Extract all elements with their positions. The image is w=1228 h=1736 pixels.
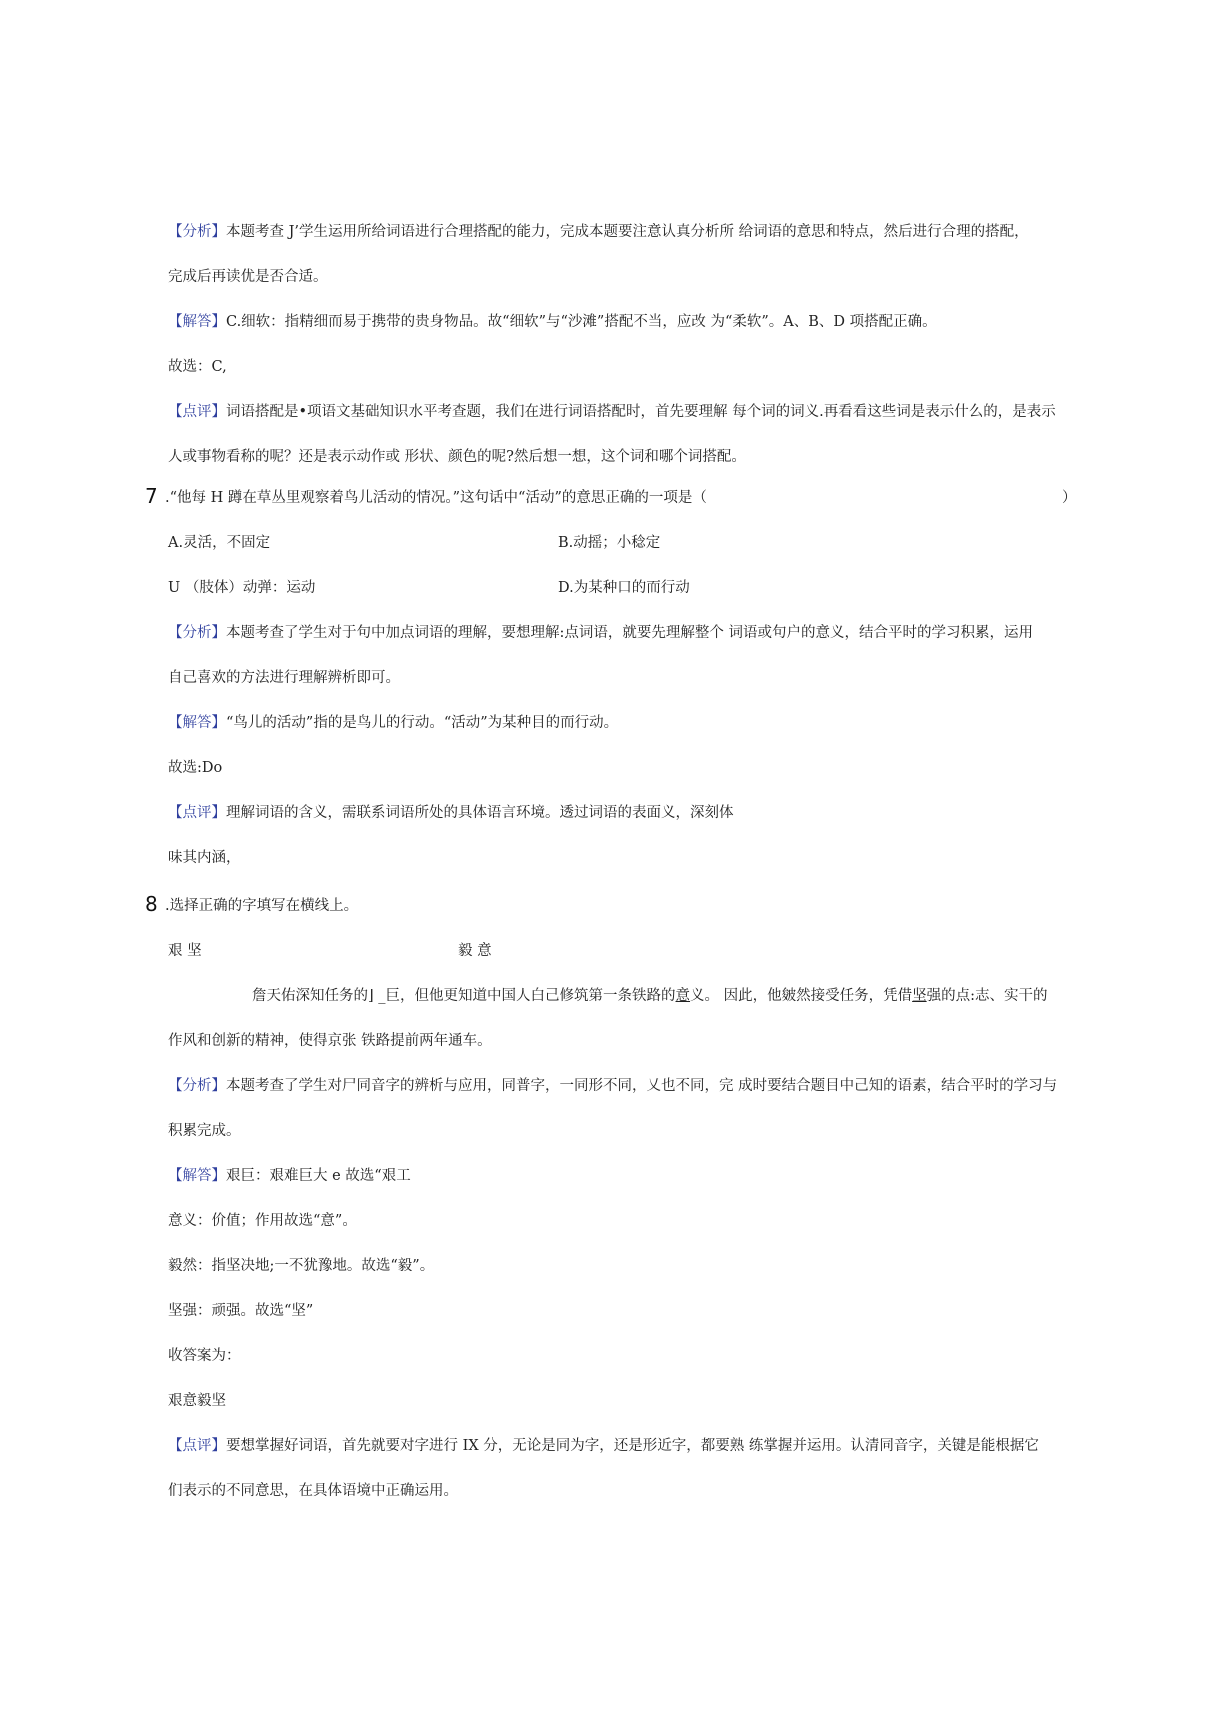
q7-analysis-line-1: 【分析】本题考查了学生对于句中加点词语的理解，要想理解:点词语，就要先理解整个 词语或句户的意义，结合平时的学习积累，运用 — [168, 625, 1033, 641]
q8-answer-line-1: 【解答】艰巨：艰难巨大 e 故选“艰工 — [168, 1168, 411, 1184]
comment-tag: 【点评】 — [168, 1438, 226, 1454]
answer-tag: 【解答】 — [168, 715, 226, 731]
comment-tag: 【点评】 — [168, 404, 226, 420]
q8-analysis-line-1: 【分析】本题考查了学生对尸同音字的辨析与应用，同普字，一同形不同，乂也不同，完 成时要结合题目中己知的语素，结合平时的学习与 — [168, 1078, 1058, 1094]
analysis-tag: 【分析】 — [168, 625, 226, 641]
comment-tag: 【点评】 — [168, 805, 226, 821]
q6-analysis-line-2: 完成后再读优是否合适。 — [168, 269, 328, 285]
q7-answer: 【解答】“鸟儿的活动”指的是鸟儿的行动。“活动”为某种目的而行动。 — [168, 715, 619, 731]
q6-answer: 【解答】C.细软：指精细而易于携带的贵身物品。故“细软”与“沙滩”搭配不当，应改 为“柔软”。A、B、D 项搭配正确。 — [168, 314, 937, 330]
q8-stem: .选择正确的字填写在横线上。 — [165, 898, 359, 914]
q8-number: 8 — [145, 892, 158, 916]
q7-number: 7 — [145, 484, 158, 508]
underlined-char: 坚 — [912, 988, 927, 1004]
q7-option-b: B.动摇；小稔定 — [558, 535, 661, 551]
q7-option-c: U （肢体）动弹：运动 — [168, 580, 316, 596]
q7-option-a: A.灵活，不固定 — [168, 535, 271, 551]
q8-word-pair-left: 艰 坚 — [168, 943, 202, 959]
q7-comment-line-2: 味其内涵， — [168, 850, 241, 866]
q8-answer-line-6: 艰意毅坚 — [168, 1393, 226, 1409]
q8-answer-line-5: 收答案为： — [168, 1348, 241, 1364]
analysis-tag: 【分析】 — [168, 1078, 226, 1094]
q6-comment-line-2: 人或事物看称的呢？还是表示动作或 形状、颜色的呢?然后想一想，这个词和哪个词搭配。 — [168, 449, 746, 465]
q8-comment-line-1: 【点评】要想掌握好词语，首先就要对字进行 IX 分，无论是同为字，还是形近字，都要熟 练掌握并运用。认清同音字，关键是能根据它 — [168, 1438, 1039, 1454]
q8-word-pair-right: 毅 意 — [458, 943, 492, 959]
q8-passage-line-2: 作风和创新的精神，使得京张 铁路提前两年通车。 — [168, 1033, 492, 1049]
q8-comment-line-2: 们表示的不同意思，在具体语境中正确运用。 — [168, 1483, 458, 1499]
answer-tag: 【解答】 — [168, 1168, 226, 1184]
q8-answer-line-4: 坚强：顽强。故选“坚” — [168, 1303, 314, 1319]
q7-choice: 故选:Do — [168, 760, 223, 776]
q6-choice: 故选：C, — [168, 359, 227, 375]
q7-comment-line-1: 【点评】理解词语的含义，需联系词语所处的具体语言环境。透过词语的表面义，深刻体 — [168, 805, 734, 821]
q6-analysis-line-1: 【分析】本题考查 J’学生运用所给词语进行合理搭配的能力，完成本题要注意认真分析所 给词语的意思和特点，然后进行合理的搭配， — [168, 224, 1029, 240]
q8-passage-line-1: 詹天佑深知任务的⌋ _巨，但他更知道中国人白己修筑第一条铁路的意义。 因此，他皴然接受任务，凭借坚强的点:志、实干的 — [252, 988, 1048, 1004]
q8-answer-line-3: 毅然：指坚决地;一不犹豫地。故选“毅”。 — [168, 1258, 435, 1274]
underlined-char: 意 — [675, 988, 691, 1004]
q7-stem-close: ） — [1062, 490, 1077, 506]
q6-comment-line-1: 【点评】词语搭配是•项语文基础知识水平考查题，我们在进行词语搭配时，首先要理解 每个词的词义.再看看这些词是表示什么的，是表示 — [168, 404, 1056, 420]
analysis-tag: 【分析】 — [168, 224, 226, 240]
q7-stem: .“他每 H 蹲在草丛里观察着鸟儿活动的情况。”这句话中“活动”的意思正确的一项是（ — [165, 490, 707, 506]
q8-analysis-line-2: 积累完成。 — [168, 1123, 241, 1139]
answer-tag: 【解答】 — [168, 314, 226, 330]
q7-analysis-line-2: 自己喜欢的方法进行理解辨析即可。 — [168, 670, 400, 686]
q8-answer-line-2: 意义：价值；作用故选“意”。 — [168, 1213, 357, 1229]
q7-option-d: D.为某种口的而行动 — [558, 580, 690, 596]
